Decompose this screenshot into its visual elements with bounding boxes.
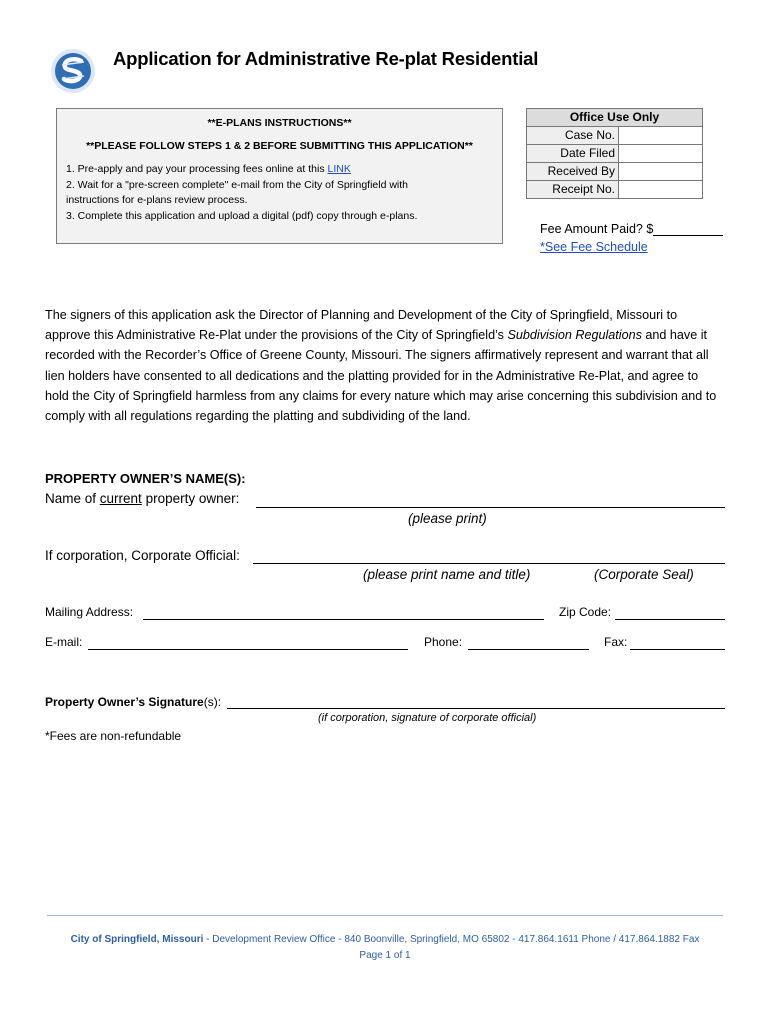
fee-amount-label: Fee Amount Paid? $ <box>540 222 654 236</box>
statement-line: lien holders have consented to all dedications and the platting provided for in the Administrative Re-Plat, and agree to <box>45 368 699 383</box>
step-1-text: 1. Pre-apply and pay your processing fees online at this <box>66 163 328 175</box>
phone-field[interactable] <box>468 649 589 650</box>
page-footer <box>0 932 770 964</box>
statement-line: recorded with the Recorder’s Office of Greene County, Missouri. The signers affirmatively represent and warrant that all <box>45 348 709 363</box>
zip-code-field[interactable] <box>615 619 725 620</box>
zip-code-label: Zip Code: <box>559 605 612 619</box>
current-underlined-text: current <box>99 491 142 506</box>
signature-label <box>45 695 221 709</box>
table-row <box>527 181 703 199</box>
instruction-step-2a: 2. Wait for a "pre-screen complete" e-mail from the City of Springfield with <box>66 178 409 191</box>
date-filed-field[interactable] <box>619 145 703 163</box>
table-row <box>527 127 703 145</box>
signature-field[interactable] <box>227 708 725 709</box>
footer-office-info: - Development Review Office - 840 Boonville, Springfield, MO 65802 - 417.864.1611 Phone / 417.864.1882 Fax <box>203 934 700 945</box>
signature-label-bold: Property Owner’s Signature <box>45 695 204 709</box>
owner-name-label-text: property owner: <box>141 491 240 506</box>
footer-city: City of Springfield, Missouri <box>70 934 204 945</box>
mailing-address-label: Mailing Address: <box>45 605 134 619</box>
springfield-logo-icon <box>50 48 96 94</box>
corporate-official-field[interactable] <box>253 563 725 564</box>
received-by-label: Received By <box>527 163 619 181</box>
statement-line <box>45 325 735 345</box>
signature-label-rest: (s): <box>203 695 222 709</box>
fax-label: Fax: <box>604 635 628 649</box>
please-print-hint: (please print) <box>408 511 487 526</box>
email-field[interactable] <box>88 649 408 650</box>
table-row <box>527 163 703 181</box>
email-label: E-mail: <box>45 635 83 649</box>
fees-note: *Fees are non-refundable <box>45 729 182 743</box>
instruction-step-3: 3. Complete this application and upload a digital (pdf) copy through e-plans. <box>66 209 418 222</box>
table-row <box>527 145 703 163</box>
footer-divider <box>47 915 723 916</box>
date-filed-label: Date Filed <box>527 145 619 163</box>
pre-apply-link[interactable]: LINK <box>327 163 351 175</box>
received-by-field[interactable] <box>619 163 703 181</box>
case-no-field[interactable] <box>619 127 703 145</box>
corporate-seal-hint: (Corporate Seal) <box>594 567 694 582</box>
fee-amount-field[interactable] <box>653 222 723 236</box>
application-statement <box>45 305 735 426</box>
eplans-instructions-box <box>56 108 503 244</box>
signature-hint: (if corporation, signature of corporate official) <box>318 712 537 724</box>
print-name-title-hint: (please print name and title) <box>363 567 531 582</box>
receipt-no-label: Receipt No. <box>527 181 619 199</box>
statement-text: and have it <box>641 328 708 343</box>
page-number: Page 1 of 1 <box>359 950 411 961</box>
corporate-official-label: If corporation, Corporate Official: <box>45 548 240 563</box>
statement-text: approve this Administrative Re-Plat under the provisions of the City of Springfield’s <box>45 328 508 343</box>
footer-address-line <box>0 932 770 948</box>
instruction-step-2b: instructions for e-plans review process. <box>66 194 248 206</box>
office-use-header: Office Use Only <box>527 109 703 127</box>
statement-line: The signers of this application ask the Director of Planning and Development of the City of Springfield, Missouri to <box>45 308 678 322</box>
fee-amount-line <box>540 222 723 236</box>
office-use-table <box>526 108 703 199</box>
subdivision-regulations-text: Subdivision Regulations <box>507 328 642 343</box>
owner-section-heading: PROPERTY OWNER’S NAME(S): <box>45 471 246 486</box>
mailing-address-field[interactable] <box>143 619 544 620</box>
statement-line: hold the City of Springfield harmless from any claims for every nature which may arise concerning this subdivision and to <box>45 388 717 403</box>
phone-label: Phone: <box>424 635 463 649</box>
owner-name-label <box>45 491 239 506</box>
statement-line: comply with all regulations regarding the platting and subdividing of the land. <box>45 409 471 424</box>
owner-name-label-text: Name of <box>45 491 100 506</box>
case-no-label: Case No. <box>527 127 619 145</box>
receipt-no-field[interactable] <box>619 181 703 199</box>
fee-schedule-link[interactable]: *See Fee Schedule <box>540 240 648 254</box>
instruction-step-1 <box>66 162 491 178</box>
owner-name-field[interactable] <box>256 507 725 508</box>
instructions-heading: **E-PLANS INSTRUCTIONS** <box>207 117 352 129</box>
instructions-subheading: **PLEASE FOLLOW STEPS 1 & 2 BEFORE SUBMITTING THIS APPLICATION** <box>86 140 473 152</box>
page-title: Application for Administrative Re-plat Residential <box>113 48 539 69</box>
fax-field[interactable] <box>630 649 725 650</box>
instructions-steps <box>66 162 491 224</box>
